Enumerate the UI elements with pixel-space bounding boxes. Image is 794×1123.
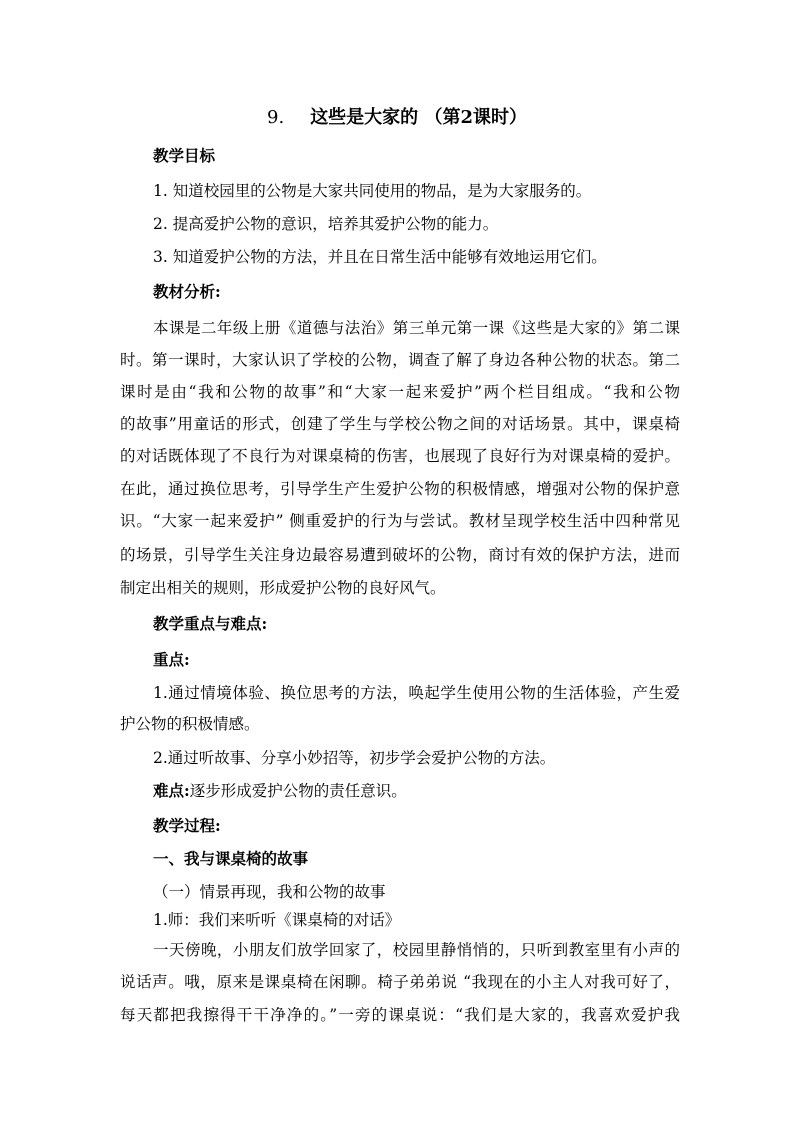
analysis-line-9: 制定出相关的规则，形成爱护公物的良好风气。 <box>120 579 446 597</box>
key-points-label: 重点: <box>153 650 190 669</box>
key-heading: 教学重点与难点: <box>153 614 268 633</box>
story-line-2: 说话声。哦，原来是课桌椅在闲聊。椅子弟弟说 “我现在的小主人对我可好了， <box>120 973 680 991</box>
analysis-line-7: 识。“大家一起来爱护” 侧重爱护的行为与尝试。教材呈现学校生活中四种常见 <box>120 512 680 530</box>
step-one: 1.师：我们来听听《课桌椅的对话》 <box>153 911 401 929</box>
difficulty-label: 难点: <box>153 781 190 800</box>
analysis-line-2: 时。第一课时，大家认识了学校的公物，调查了解了身边各种公物的状态。第二 <box>120 351 680 369</box>
lesson-title <box>0 106 794 130</box>
story-line-3: 每天都把我擦得干干净净的。”一旁的课桌说：“我们是大家的，我喜欢爱护我 <box>120 1006 680 1024</box>
sub-one-heading: （一）情景再现，我和公物的故事 <box>153 883 386 901</box>
process-heading: 教学过程: <box>153 816 221 835</box>
difficulty-text: 逐步形成爱护公物的责任意识。 <box>189 782 407 800</box>
analysis-line-3: 课时是由“我和公物的故事”和“大家一起来爱护”两个栏目组成。“我和公物 <box>120 383 680 401</box>
analysis-heading: 教材分析: <box>153 282 221 301</box>
difficulty-line <box>153 781 713 801</box>
analysis-line-4: 的故事”用童话的形式，创建了学生与学校公物之间的对话场景。其中，课桌椅 <box>120 415 680 433</box>
lesson-title-text: 这些是大家的 （第2课时） <box>310 107 527 128</box>
objective-item-3: 3. 知道爱护公物的方法，并且在日常生活中能够有效地运用它们。 <box>153 248 607 266</box>
analysis-line-1: 本课是二年级上册《道德与法治》第三单元第一课《这些是大家的》第二课 <box>153 319 680 337</box>
objective-item-2: 2. 提高爱护公物的意识，培养其爱护公物的能力。 <box>153 215 499 233</box>
objective-item-1: 1. 知道校园里的公物是大家共同使用的物品，是为大家服务的。 <box>153 182 592 200</box>
analysis-line-5: 的对话既体现了不良行为对课桌椅的伤害，也展现了良好行为对课桌椅的爱护。 <box>120 447 680 465</box>
part-one-heading: 一、我与课桌椅的故事 <box>153 849 309 868</box>
story-line-1: 一天傍晚，小朋友们放学回家了，校园里静悄悄的，只听到教室里有小声的 <box>153 941 680 959</box>
lesson-number: 9. <box>267 107 285 128</box>
key-point-1-line-1: 1.通过情境体验、换位思考的方法，唤起学生使用公物的生活体验，产生爱 <box>153 684 680 702</box>
analysis-line-8: 的场景，引导学生关注身边最容易遭到破坏的公物，商讨有效的保护方法，进而 <box>120 546 680 564</box>
key-point-1-line-2: 护公物的积极情感。 <box>120 715 260 733</box>
objectives-heading: 教学目标 <box>153 146 216 165</box>
key-point-2: 2.通过听故事、分享小妙招等，初步学会爱护公物的方法。 <box>153 749 556 767</box>
analysis-line-6: 在此，通过换位思考，引导学生产生爱护公物的积极情感，增强对公物的保护意 <box>120 480 680 498</box>
